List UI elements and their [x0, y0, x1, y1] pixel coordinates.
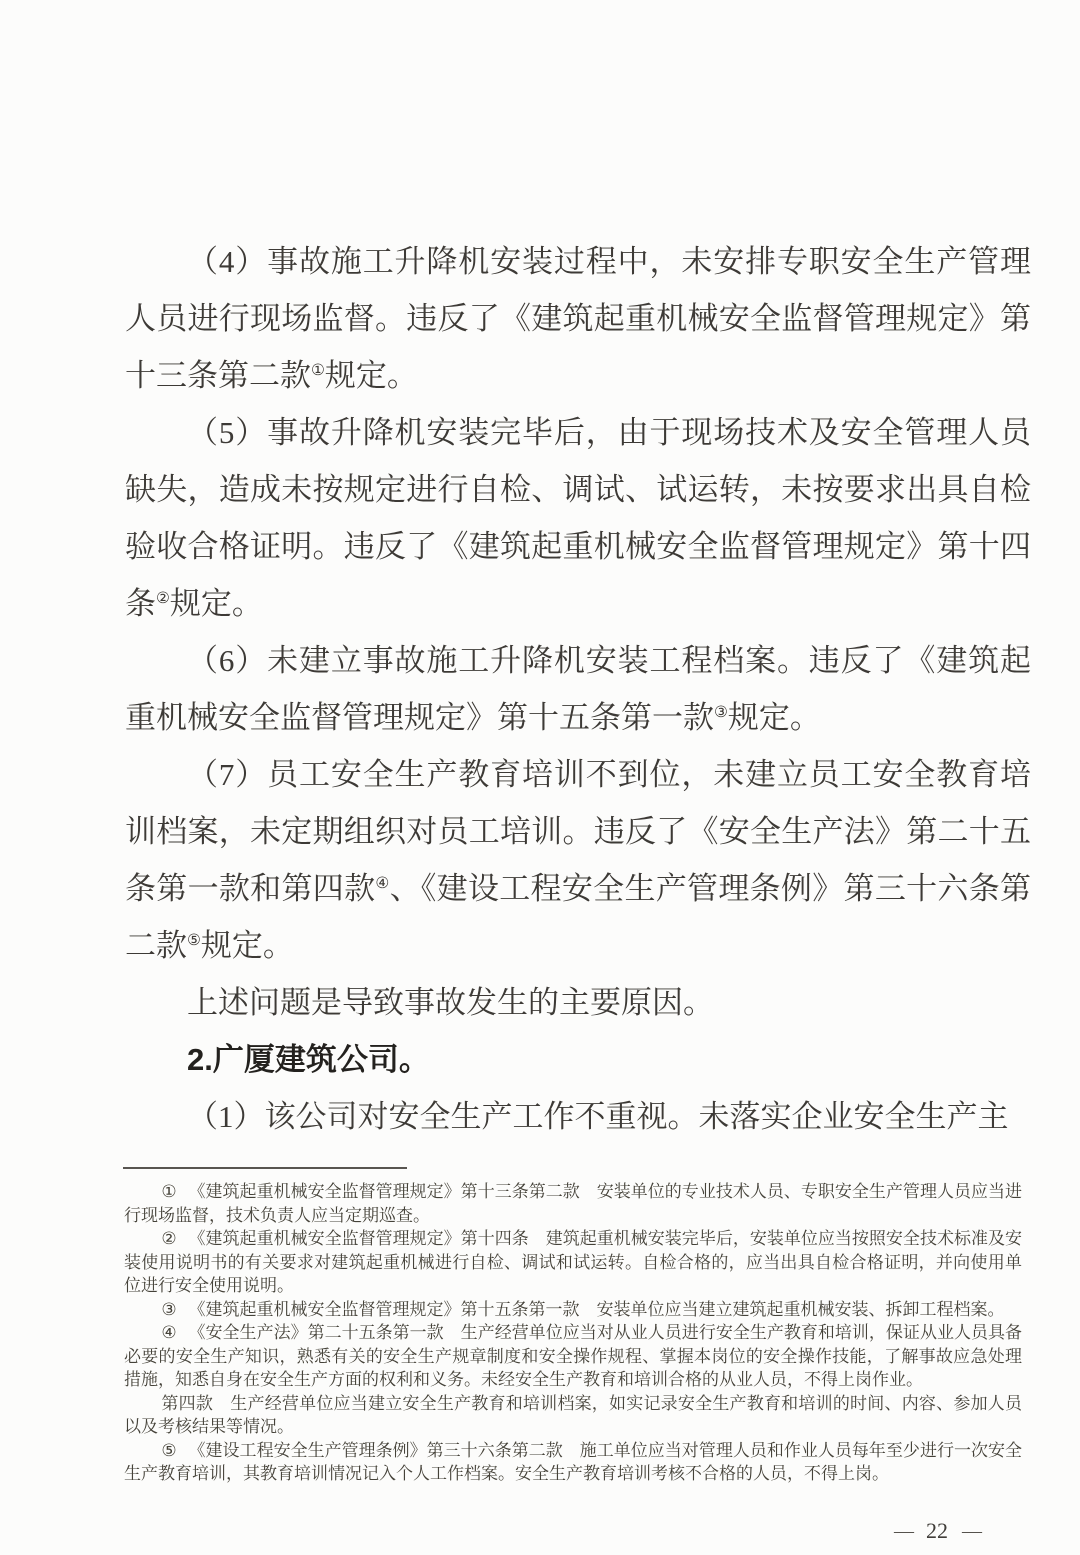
page-number: [852, 1518, 1022, 1544]
body-paragraph: 上述问题是导致事故发生的主要原因。: [187, 985, 714, 1020]
footnote-paragraph: ④ 《安全生产法》第二十五条第一款 生产经营单位应当对从业人员进行安全生产教育和培训，保证从业人员具备必要的安全生产知识，熟悉有关的安全生产规章制度和安全操作规程、掌握本岗位的安全操作技能，了解事故应急处理措施，知悉自身在安全生产方面的权利和义务。未经安全生产教育和培训合格的从业人员，不得上岗作业。: [124, 1323, 1022, 1389]
footnotes: [124, 1180, 1022, 1486]
footnote-paragraph: ⑤ 《建设工程安全生产管理条例》第三十六条第二款 施工单位应当对管理人员和作业人员每年至少进行一次安全生产教育培训，其教育培训情况记入个人工作档案。安全生产教育培训考核不合格的人员，不得上岗。: [124, 1440, 1022, 1483]
body-content: [125, 233, 1031, 1145]
footnote-marker: ⑤: [161, 1440, 177, 1460]
body-paragraph: （6）未建立事故施工升降机安装工程档案。违反了《建筑起重机械安全监督管理规定》第十五条第一款③规定。: [125, 643, 1031, 735]
body-paragraph: （4）事故施工升降机安装过程中，未安排专职安全生产管理人员进行现场监督。违反了《建筑起重机械安全监督管理规定》第十三条第二款①规定。: [125, 244, 1031, 393]
footnote-ref: ③: [714, 703, 728, 721]
footnote-paragraph: ① 《建筑起重机械安全监督管理规定》第十三条第二款 安装单位的专业技术人员、专职安全生产管理人员应当进行现场监督，技术负责人应当定期巡查。: [124, 1182, 1022, 1225]
page-number-value: 22: [926, 1518, 948, 1543]
body-paragraph: （5）事故升降机安装完毕后，由于现场技术及安全管理人员缺失，造成未按规定进行自检、调试、试运转，未按要求出具自检验收合格证明。违反了《建筑起重机械安全监督管理规定》第十四条②规定。: [125, 415, 1031, 621]
footnote-ref: ④: [375, 874, 390, 892]
footnote-paragraph: ③ 《建筑起重机械安全监督管理规定》第十五条第一款 安装单位应当建立建筑起重机械安装、拆卸工程档案。: [161, 1299, 1005, 1319]
footnote-paragraph: ② 《建筑起重机械安全监督管理规定》第十四条 建筑起重机械安装完毕后，安装单位应当按照安全技术标准及安装使用说明书的有关要求对建筑起重机械进行自检、调试和试运转。自检合格的，应当出具自检合格证明，并向使用单位进行安全使用说明。: [124, 1229, 1022, 1295]
body-paragraph: （1）该公司对安全生产工作不重视。未落实企业安全生产主: [187, 1099, 1009, 1134]
page-number-dash-left: —: [894, 1519, 912, 1542]
footnote-marker: ①: [161, 1182, 177, 1201]
footnote-marker: ③: [161, 1299, 177, 1319]
footnote-marker: ④: [161, 1323, 177, 1342]
footnote-ref: ②: [156, 589, 170, 607]
footnote-ref: ①: [311, 361, 325, 379]
footnote-ref: ⑤: [187, 931, 201, 949]
body-paragraph: （7）员工安全生产教育培训不到位，未建立员工安全教育培训档案，未定期组织对员工培训。违反了《安全生产法》第二十五条第一款和第四款④、《建设工程安全生产管理条例》第三十六条第二款⑤规定。: [125, 757, 1032, 963]
footnote-paragraph: 第四款 生产经营单位应当建立安全生产教育和培训档案，如实记录安全生产教育和培训的时间、内容、参加人员以及考核结果等情况。: [124, 1393, 1022, 1436]
footnote-separator: [123, 1167, 407, 1169]
section-heading: 2.广厦建筑公司。: [187, 1042, 430, 1077]
page-number-dash-right: —: [962, 1519, 980, 1542]
footnote-marker: ②: [161, 1229, 177, 1248]
